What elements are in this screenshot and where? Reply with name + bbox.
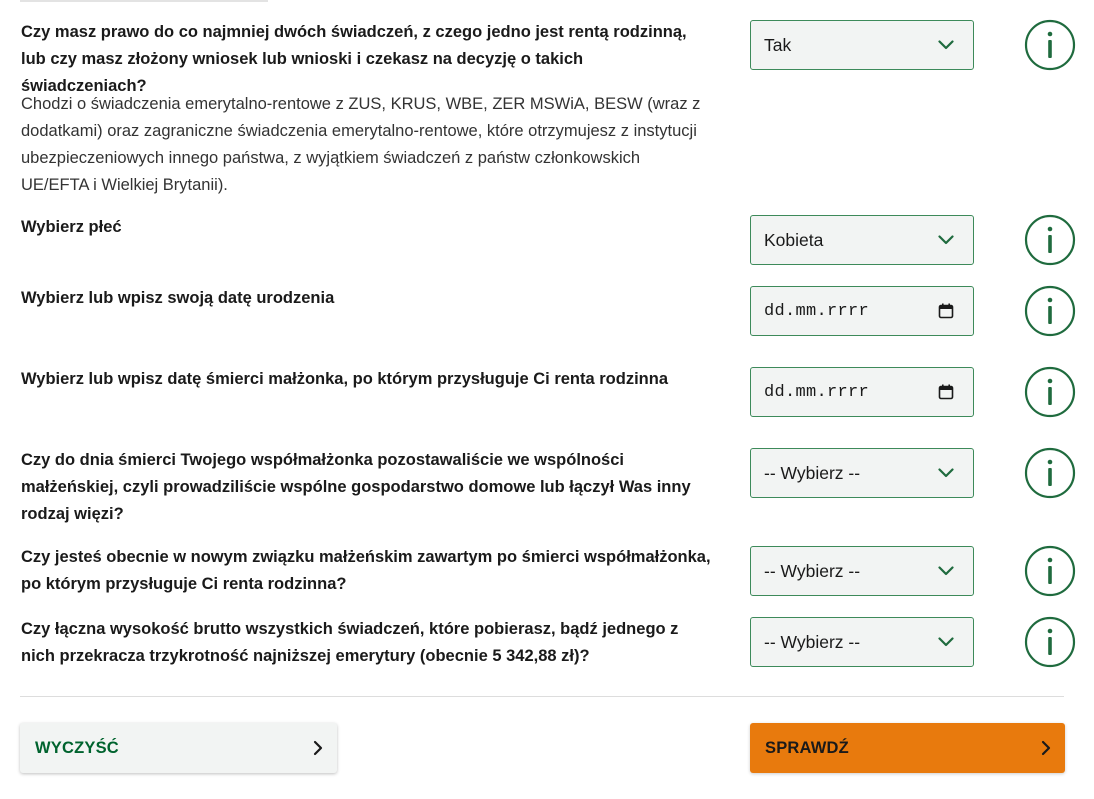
select-dual-benefits[interactable] bbox=[750, 20, 974, 70]
check-button[interactable] bbox=[750, 723, 1065, 773]
clear-button-label: WYCZYŚĆ bbox=[35, 738, 119, 757]
benefits-description: Chodzi o świadczenia emerytalno-rentowe z ZUS, KRUS, WBE, ZER MSWiA, BESW (wraz z dodatkami) oraz zagraniczne świadczenia emerytalno-rentowe, które otrzymujesz z instytucji ubezpieczeniowych innego państwa, z wyjątkiem świadczeń z państw członkowskich UE/EFTA i Wielkiej Brytanii). bbox=[21, 95, 701, 194]
chevron-down-icon bbox=[936, 464, 955, 483]
select-value: -- Wybierz -- bbox=[764, 462, 861, 483]
select-value: -- Wybierz -- bbox=[764, 560, 861, 581]
date-placeholder: dd.mm.rrrr bbox=[764, 301, 870, 321]
select-gender[interactable] bbox=[750, 215, 974, 265]
question-new-marriage: Czy jesteś obecnie w nowym związku małżeńskim zawartym po śmierci współmałżonka, po którym przysługuje Ci renta rodzinna? bbox=[21, 548, 711, 593]
check-button-label: SPRAWDŹ bbox=[765, 738, 849, 757]
select-new-marriage[interactable] bbox=[750, 546, 974, 596]
info-icon[interactable] bbox=[1024, 447, 1076, 499]
date-placeholder: dd.mm.rrrr bbox=[764, 382, 870, 402]
select-value: -- Wybierz -- bbox=[764, 631, 861, 652]
spouse-death-date-input[interactable] bbox=[750, 367, 974, 417]
question-marital-community: Czy do dnia śmierci Twojego współmałżonka pozostawaliście we wspólności małżeńskiej, czyli prowadziliście wspólne gospodarstwo domowe lub łączył Was inny rodzaj więzi? bbox=[21, 451, 691, 523]
info-icon[interactable] bbox=[1024, 545, 1076, 597]
question-spouse-death-date: Wybierz lub wpisz datę śmierci małżonka, po którym przysługuje Ci renta rodzinna bbox=[21, 370, 669, 388]
info-icon[interactable] bbox=[1024, 616, 1076, 668]
question-benefits-threshold: Czy łączna wysokość brutto wszystkich świadczeń, które pobierasz, bądź jednego z nich przekracza trzykrotność najniższej emerytury (obecnie 5 342,88 zł)? bbox=[21, 620, 679, 665]
select-marital-community[interactable] bbox=[750, 448, 974, 498]
form-divider bbox=[20, 696, 1064, 697]
select-benefits-threshold[interactable] bbox=[750, 617, 974, 667]
chevron-down-icon bbox=[936, 633, 955, 652]
calendar-icon[interactable] bbox=[937, 383, 955, 401]
clear-button[interactable] bbox=[20, 723, 337, 773]
chevron-down-icon bbox=[936, 231, 955, 250]
chevron-down-icon bbox=[936, 36, 955, 55]
info-icon[interactable] bbox=[1024, 366, 1076, 418]
info-icon[interactable] bbox=[1024, 285, 1076, 337]
question-gender: Wybierz płeć bbox=[21, 218, 122, 236]
select-value: Kobieta bbox=[764, 229, 824, 250]
chevron-right-icon bbox=[1039, 740, 1053, 756]
birth-date-input[interactable] bbox=[750, 286, 974, 336]
info-icon[interactable] bbox=[1024, 19, 1076, 71]
calendar-icon[interactable] bbox=[937, 302, 955, 320]
chevron-right-icon bbox=[311, 740, 325, 756]
question-birth-date: Wybierz lub wpisz swoją datę urodzenia bbox=[21, 289, 335, 307]
chevron-down-icon bbox=[936, 562, 955, 581]
select-value: Tak bbox=[764, 34, 792, 55]
info-icon[interactable] bbox=[1024, 214, 1076, 266]
question-dual-benefits: Czy masz prawo do co najmniej dwóch świadczeń, z czego jedno jest rentą rodzinną, lub czy masz złożony wniosek lub wnioski i czekasz na decyzję o takich świadczeniach? bbox=[21, 23, 687, 95]
top-divider bbox=[20, 0, 268, 2]
